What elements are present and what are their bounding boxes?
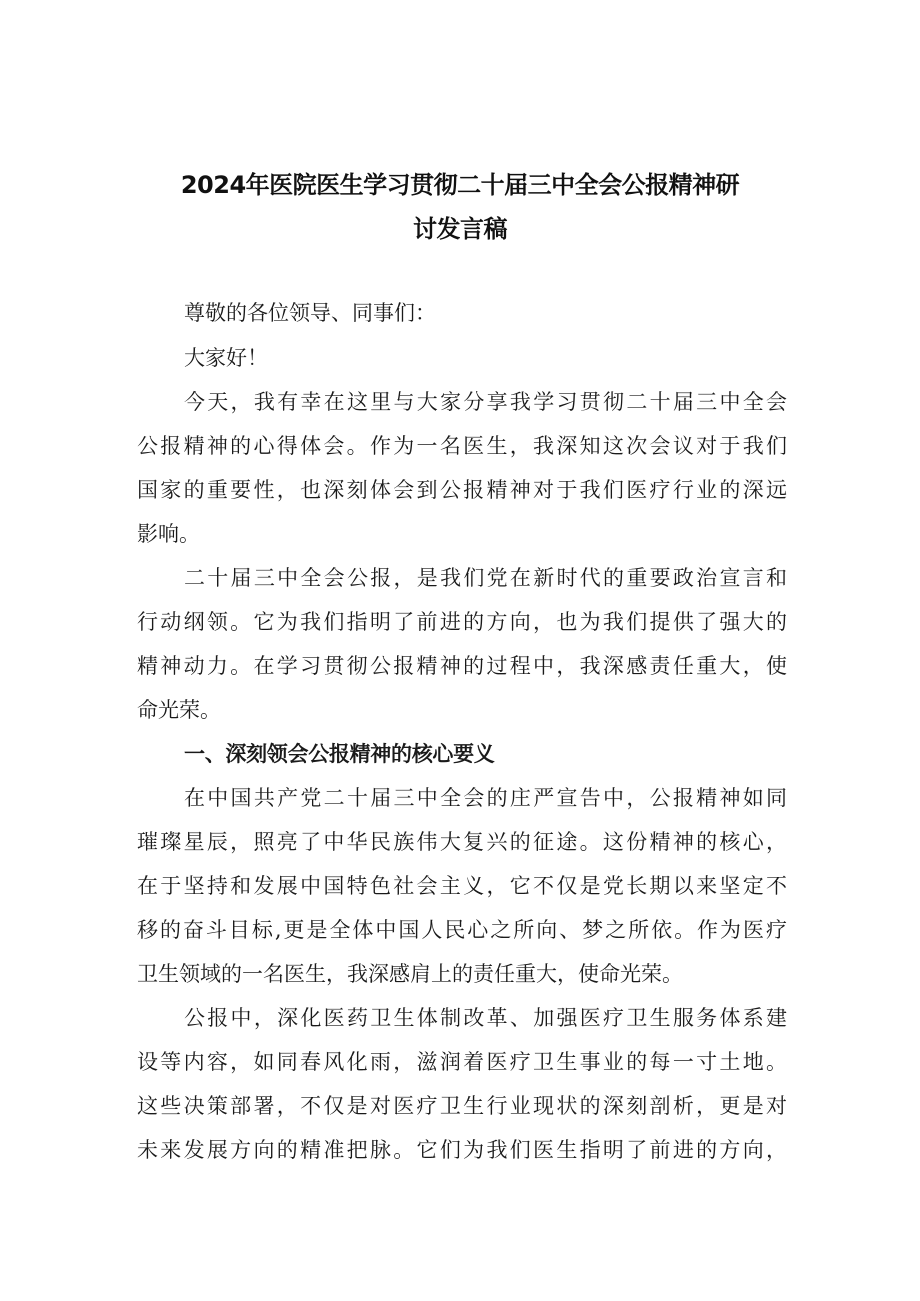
document-title-line-1: 2024年医院医生学习贯彻二十届三中全会公报精神研 [180,171,740,199]
salutation: 尊敬的各位领导、同事们： [184,301,436,325]
paragraph-1-line: 影响。 [137,522,200,546]
paragraph-4-line: 公报中，深化医药卫生体制改革、加强医疗卫生服务体系建 [184,1006,787,1030]
paragraph-2-line: 精神动力。在学习贯彻公报精神的过程中，我深感责任重大，使 [137,654,787,678]
paragraph-1-line: 公报精神的心得体会。作为一名医生，我深知这次会议对于我们 [137,434,787,458]
document-title-line-2: 讨发言稿 [413,215,507,243]
paragraph-4-line: 未来发展方向的精准把脉。它们为我们医生指明了前进的方向， [137,1138,787,1162]
paragraph-4-line: 设等内容，如同春风化雨，滋润着医疗卫生事业的每一寸土地。 [137,1050,787,1074]
paragraph-3-line: 璀璨星辰，照亮了中华民族伟大复兴的征途。这份精神的核心， [137,830,787,854]
paragraph-3-line: 移的奋斗目标,更是全体中国人民心之所向、梦之所依。作为医疗 [137,918,787,942]
paragraph-1-line: 今天，我有幸在这里与大家分享我学习贯彻二十届三中全会 [184,390,787,414]
paragraph-2-line: 二十届三中全会公报，是我们党在新时代的重要政治宣言和 [184,566,787,590]
paragraph-1-line: 国家的重要性，也深刻体会到公报精神对于我们医疗行业的深远 [137,478,787,502]
paragraph-2-line: 行动纲领。它为我们指明了前进的方向，也为我们提供了强大的 [137,610,787,634]
paragraph-3-line: 在中国共产党二十届三中全会的庄严宣告中，公报精神如同 [184,786,787,810]
paragraph-3-line: 卫生领域的一名医生，我深感肩上的责任重大，使命光荣。 [137,962,683,986]
section-heading-1: 一、深刻领会公报精神的核心要义 [184,742,495,766]
paragraph-2-line: 命光荣。 [137,698,221,722]
paragraph-3-line: 在于坚持和发展中国特色社会主义，它不仅是党长期以来坚定不 [137,874,787,898]
paragraph-4-line: 这些决策部署，不仅是对医疗卫生行业现状的深刻剖析，更是对 [137,1094,787,1118]
greeting: 大家好！ [184,346,268,370]
